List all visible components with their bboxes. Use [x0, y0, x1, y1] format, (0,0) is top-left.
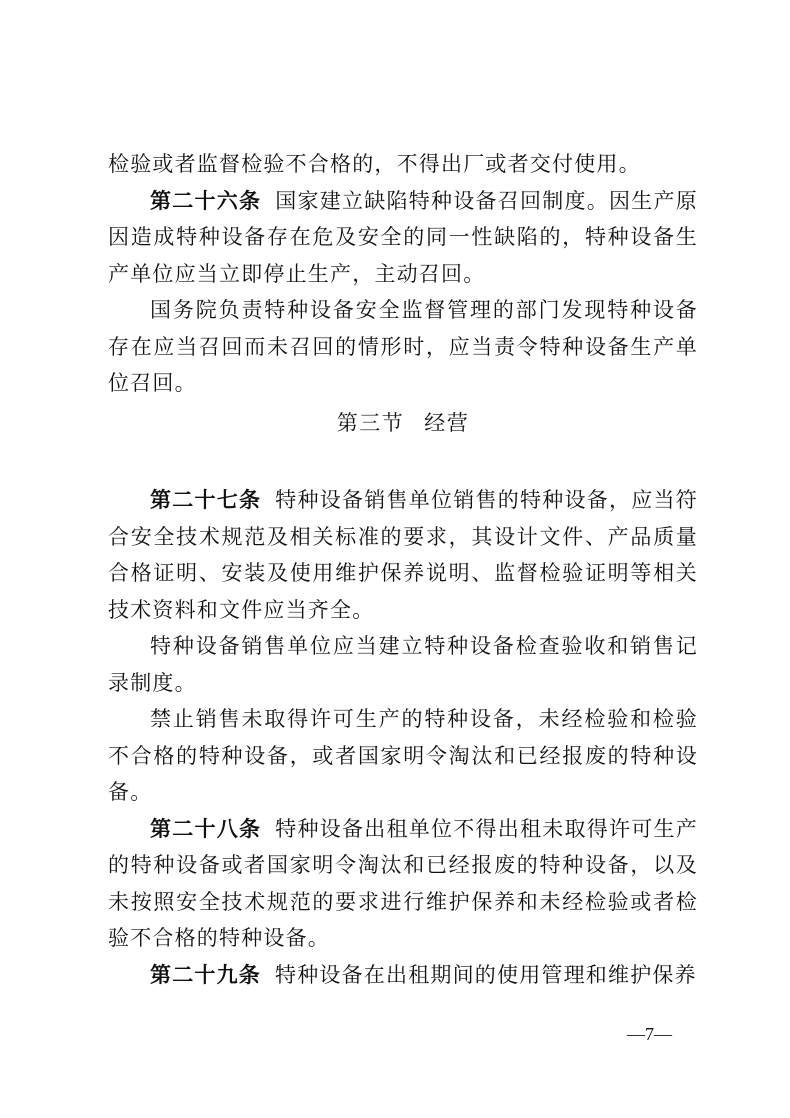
- article-27: [108, 482, 698, 628]
- article-text: 特种设备销售单位销售的特种设备，应当符合安全技术规范及相关标准的要求，其设计文件、产品质量合格证明、安装及使用维护保养说明、监督检验证明等相关技术资料和文件应当齐全。: [108, 488, 698, 622]
- paragraph-text: 禁止销售未取得许可生产的特种设备，未经检验和检验不合格的特种设备，或者国家明令淘汰和已经报废的特种设备。: [108, 707, 698, 804]
- paragraph-text: 国务院负责特种设备安全监督管理的部门发现特种设备存在应当召回而未召回的情形时，应当责令特种设备生产单位召回。: [108, 298, 698, 395]
- paragraph-text: 特种设备销售单位应当建立特种设备检查验收和销售记录制度。: [108, 634, 698, 695]
- article-label: 第二十九条: [150, 961, 261, 987]
- paragraph-continuation: [108, 146, 698, 183]
- article-26: [108, 183, 698, 293]
- paragraph-sales-prohibition: [108, 701, 698, 811]
- article-label: 第二十八条: [150, 815, 262, 841]
- paragraph-text: 检验或者监督检验不合格的，不得出厂或者交付使用。: [108, 152, 641, 176]
- article-text: 国家建立缺陷特种设备召回制度。因生产原因造成特种设备存在危及安全的同一性缺陷的，特种设备生产单位应当立即停止生产，主动召回。: [108, 188, 698, 286]
- section-heading: [108, 405, 698, 441]
- section-number: 第三节: [336, 411, 405, 435]
- article-label: 第二十六条: [150, 187, 262, 213]
- article-text: 特种设备在出租期间的使用管理和维护保养: [275, 962, 697, 987]
- paragraph-sales-record: [108, 628, 698, 701]
- article-text: 特种设备出租单位不得出租未取得许可生产的特种设备或者国家明令淘汰和已经报废的特种设备，以及未按照安全技术规范的要求进行维护保养和未经检验或者检验不合格的特种设备。: [108, 816, 698, 950]
- article-29: [108, 957, 698, 994]
- paragraph-recall-order: [108, 292, 698, 402]
- article-28: [108, 811, 698, 957]
- article-label: 第二十七条: [150, 487, 262, 512]
- text-block-bottom: [108, 482, 698, 993]
- text-block-top: [108, 146, 698, 402]
- section-name: 经营: [424, 411, 470, 435]
- page-number: —7—: [627, 1024, 672, 1044]
